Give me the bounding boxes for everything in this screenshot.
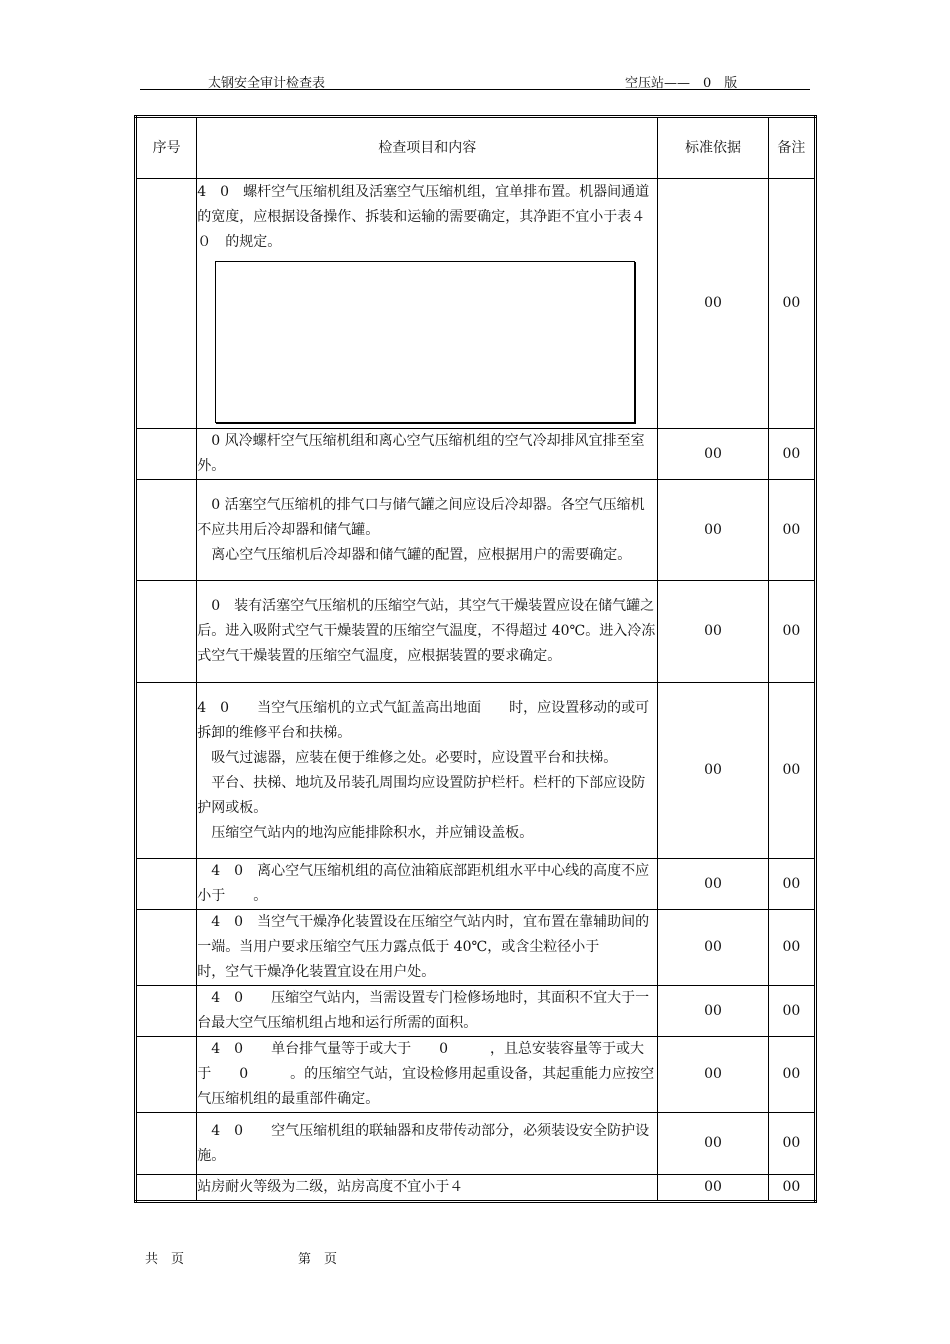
- row-remark: 00: [768, 1113, 815, 1175]
- content-line: 压缩空气站内的地沟应能排除积水，并应铺设盖板。: [197, 824, 534, 841]
- content-line: 4 0 单台排气量等于或大于 0 ，且总安装容量等于或大于 0 。的压缩空气站，宜设检修用起重设备，其起重能力应按空气压缩机组的最重部件确定。: [197, 1041, 655, 1107]
- row-number: [136, 986, 197, 1037]
- content-line: 0 风冷螺杆空气压缩机组和离心空气压缩机组的空气冷却排风宜排至室外。: [197, 433, 645, 474]
- header-title: 太钢安全审计检查表: [208, 76, 326, 91]
- table-figure-placeholder: [215, 261, 635, 423]
- table-row: [136, 1113, 816, 1175]
- row-remark: 00: [768, 910, 815, 986]
- row-basis: 00: [658, 1113, 768, 1175]
- row-content: [197, 581, 658, 683]
- table-header-row: [136, 117, 816, 179]
- content-line: 4 0 当空气压缩机的立式气缸盖高出地面 时，应设置移动的或可拆卸的维修平台和扶梯。: [197, 699, 650, 741]
- row-number: [136, 480, 197, 581]
- row-number: [136, 179, 197, 429]
- content-line: 4 0 空气压缩机组的联轴器和皮带传动部分，必须装设安全防护设施。: [197, 1122, 650, 1164]
- row-number: [136, 1037, 197, 1113]
- row-content: [197, 179, 658, 429]
- row-remark: 00: [768, 480, 815, 581]
- header-rule: [140, 89, 810, 90]
- row-remark: 00: [768, 1175, 815, 1202]
- footer-page-number: 第 页: [298, 1252, 338, 1267]
- row-basis: 00: [658, 910, 768, 986]
- row-content: [197, 429, 658, 480]
- content-line: 4 0 离心空气压缩机组的高位油箱底部距机组水平中心线的高度不应小于 。: [197, 863, 650, 904]
- row-basis: 00: [658, 859, 768, 910]
- table-row: [136, 910, 816, 986]
- content-line: 离心空气压缩机后冷却器和储气罐的配置，应根据用户的需要确定。: [197, 546, 632, 563]
- audit-checklist-table: [134, 115, 817, 1203]
- row-content: [197, 683, 658, 859]
- row-number: [136, 910, 197, 986]
- table-row: [136, 683, 816, 859]
- header-version: 空压站—— 0 版: [625, 76, 738, 91]
- row-basis: 00: [658, 683, 768, 859]
- content-line: 4 0 压缩空气站内，当需设置专门检修场地时，其面积不宜大于一台最大空气压缩机组占地和运行所需的面积。: [197, 990, 650, 1031]
- row-basis: 00: [658, 480, 768, 581]
- row-remark: 00: [768, 859, 815, 910]
- row-remark: 00: [768, 1037, 815, 1113]
- row-basis: 00: [658, 986, 768, 1037]
- row-number: [136, 581, 197, 683]
- content-line: 0 活塞空气压缩机的排气口与储气罐之间应设后冷却器。各空气压缩机不应共用后冷却器和储气罐。: [197, 496, 645, 538]
- row-content: [197, 1113, 658, 1175]
- row-content: [197, 859, 658, 910]
- row-number: [136, 429, 197, 480]
- row-basis: 00: [658, 1037, 768, 1113]
- table-row: [136, 429, 816, 480]
- table-row: [136, 179, 816, 429]
- table-row: [136, 859, 816, 910]
- row-basis: 00: [658, 429, 768, 480]
- row-basis: 00: [658, 581, 768, 683]
- row-content: [197, 1175, 658, 1202]
- row-content: [197, 986, 658, 1037]
- row-content: [197, 480, 658, 581]
- column-header-content: 检查项目和内容: [197, 117, 658, 179]
- row-remark: 00: [768, 429, 815, 480]
- row-number: [136, 1113, 197, 1175]
- column-header-no: 序号: [136, 117, 197, 179]
- row-remark: 00: [768, 683, 815, 859]
- content-line: 4 0 当空气干燥净化装置设在压缩空气站内时，宜布置在靠辅助间的一端。当用户要求压缩空气压力露点低于 40℃，或含尘粒径小于 时，空气干燥净化装置宜设在用户处。: [197, 914, 650, 980]
- content-line: 吸气过滤器，应装在便于维修之处。必要时，应设置平台和扶梯。: [197, 749, 618, 766]
- row-remark: 00: [768, 179, 815, 429]
- content-line: 0 装有活塞空气压缩机的压缩空气站，其空气干燥装置应设在储气罐之后。进入吸附式空气干燥装置的压缩空气温度，不得超过 40℃。进入冷冻式空气干燥装置的压缩空气温度，应根据装置的要求确定。: [197, 598, 656, 664]
- row-number: [136, 683, 197, 859]
- row-content: [197, 910, 658, 986]
- row-remark: 00: [768, 986, 815, 1037]
- row-basis: 00: [658, 179, 768, 429]
- row-number: [136, 859, 197, 910]
- row-content: [197, 1037, 658, 1113]
- row-basis: 00: [658, 1175, 768, 1202]
- table-row: [136, 581, 816, 683]
- table-row: [136, 1175, 816, 1202]
- content-line: 4 0 螺杆空气压缩机组及活塞空气压缩机组，宜单排布置。机器间通道的宽度，应根据设备操作、拆装和运输的需要确定，其净距不宜小于表４ ０ 的规定。: [197, 184, 660, 250]
- content-line: 平台、扶梯、地坑及吊装孔周围均应设置防护栏杆。栏杆的下部应设防护网或板。: [197, 774, 646, 816]
- row-number: [136, 1175, 197, 1202]
- content-line: 站房耐火等级为二级，站房高度不宜小于４: [197, 1179, 464, 1195]
- footer-total-pages: 共 页: [145, 1252, 185, 1267]
- table-row: [136, 480, 816, 581]
- row-remark: 00: [768, 581, 815, 683]
- table-row: [136, 986, 816, 1037]
- table-row: [136, 1037, 816, 1113]
- column-header-remark: 备注: [768, 117, 815, 179]
- column-header-basis: 标准依据: [658, 117, 768, 179]
